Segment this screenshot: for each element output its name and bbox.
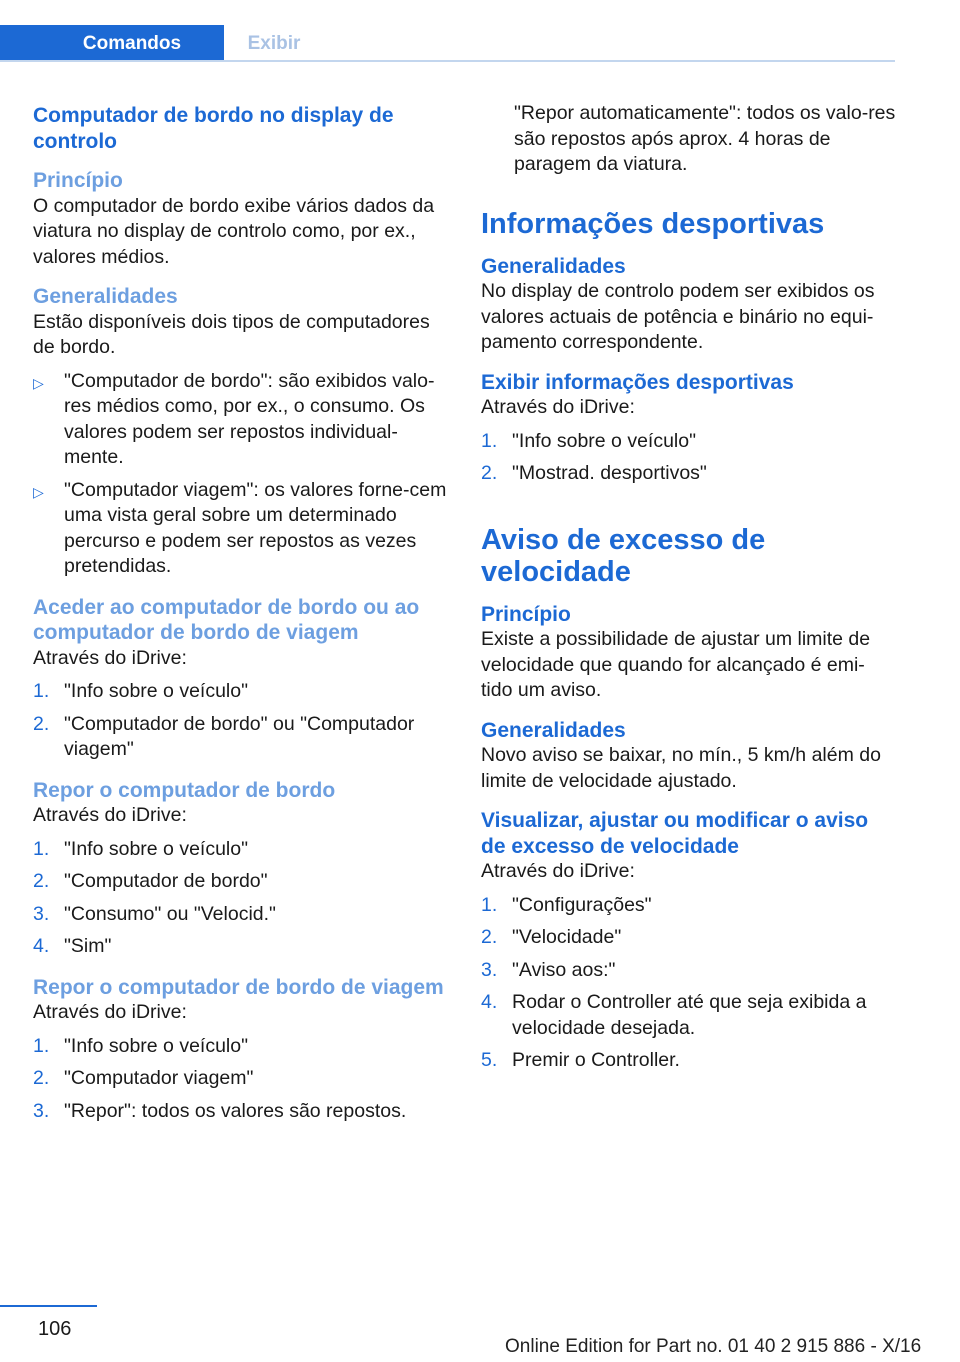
triangle-bullet-icon: ▷ <box>33 483 44 500</box>
repor-steps <box>33 837 448 960</box>
tab-comandos[interactable]: Comandos <box>0 25 224 62</box>
generalidades-heading: Generalidades <box>33 285 178 308</box>
exibir-intro: Através do iDrive: <box>481 396 635 418</box>
continued-text: "Repor automaticamente": todos os valo‐res são repostos após aprox. 4 horas de paragem da viatura. <box>514 102 896 175</box>
list-item: 3. "Consumo" ou "Velocid." <box>33 902 276 925</box>
aceder-intro: Através do iDrive: <box>33 646 187 669</box>
aviso-principio-text: Existe a possibilidade de ajustar um limite de velocidade que quando for alcançado é emi‐tido um aviso. <box>481 628 871 701</box>
page-number: 106 <box>38 1318 72 1340</box>
list-item: ▷ "Computador de bordo": são exibidos valo‐res médios como, por ex., o consumo. Os valores podem ser repostos individual‐mente. <box>33 369 435 468</box>
repor-viagem-heading: Repor o computador de bordo de viagem <box>33 975 444 999</box>
repor-intro: Através do iDrive: <box>33 804 187 826</box>
list-item: 1. "Info sobre o veículo" <box>481 429 697 452</box>
list-item: 2. "Velocidade" <box>481 926 622 948</box>
visualizar-heading: Visualizar, ajustar ou modificar o aviso de excesso de velocidade <box>481 809 869 858</box>
exibir-heading: Exibir informações desportivas <box>481 370 794 394</box>
aviso-title: Aviso de excesso de velocidade <box>481 523 766 588</box>
header-tabs <box>0 25 895 62</box>
desportivas-title: Informações desportivas <box>481 207 825 240</box>
repor-viagem-intro: Através do iDrive: <box>33 1001 187 1023</box>
right-column <box>481 101 896 1081</box>
left-column <box>33 103 448 1131</box>
aviso-gen-text: Novo aviso se baixar, no mín., 5 km/h além do limite de velocidade ajustado. <box>481 744 881 792</box>
edition-text: Online Edition for Part no. 01 40 2 915 886 - X/16 <box>505 1336 922 1357</box>
generalidades-text: Estão disponíveis dois tipos de computadores de bordo. <box>33 310 430 358</box>
section-title: Computador de bordo no display de controlo <box>33 104 394 153</box>
list-item: 2. "Mostrad. desportivos" <box>481 462 707 484</box>
footer-rule <box>0 1305 97 1307</box>
bullet-list <box>33 369 448 580</box>
list-item: 4. "Sim" <box>33 935 112 957</box>
principio-heading: Princípio <box>33 169 123 192</box>
repor-viagem-steps <box>33 1034 448 1125</box>
list-item: 2. "Computador de bordo" <box>33 870 268 892</box>
list-item: 2. "Computador de bordo" ou "Computador viagem" <box>33 712 415 760</box>
list-item: 1. "Info sobre o veículo" <box>33 1034 249 1057</box>
list-item: 1. "Info sobre o veículo" <box>33 837 249 860</box>
triangle-bullet-icon: ▷ <box>33 374 44 391</box>
visualizar-intro: Através do iDrive: <box>481 860 635 882</box>
list-item: 4. Rodar o Controller até que seja exibida a velocidade desejada. <box>481 991 867 1039</box>
list-item: 3. "Repor": todos os valores são repostos. <box>33 1099 407 1122</box>
principio-text: O computador de bordo exibe vários dados da viatura no display de controlo como, por ex., valores médios. <box>33 194 435 268</box>
aceder-heading: Aceder ao computador de bordo ou ao computador de bordo de viagem <box>33 595 420 644</box>
visualizar-steps <box>481 893 896 1074</box>
list-item: 3. "Aviso aos:" <box>481 958 616 981</box>
list-item: 1. "Info sobre o veículo" <box>33 680 249 702</box>
list-item: ▷ "Computador viagem": os valores forne‐cem uma vista geral sobre um determinado percurso e podem ser repostos as vezes pretendidas. <box>33 478 447 577</box>
desp-gen-heading: Generalidades <box>481 254 626 278</box>
list-item: 5. Premir o Controller. <box>481 1049 680 1071</box>
list-item: 2. "Computador viagem" <box>33 1067 254 1089</box>
exibir-steps <box>481 429 896 487</box>
aceder-steps <box>33 679 448 763</box>
list-item: 1. "Configurações" <box>481 893 652 916</box>
aviso-gen-heading: Generalidades <box>481 718 626 742</box>
repor-heading: Repor o computador de bordo <box>33 778 336 802</box>
aviso-principio-heading: Princípio <box>481 602 571 626</box>
desp-gen-text: No display de controlo podem ser exibidos os valores actuais de potência e binário no equi‐pamento correspondente. <box>481 280 875 353</box>
tab-exibir[interactable]: Exibir <box>247 33 301 54</box>
